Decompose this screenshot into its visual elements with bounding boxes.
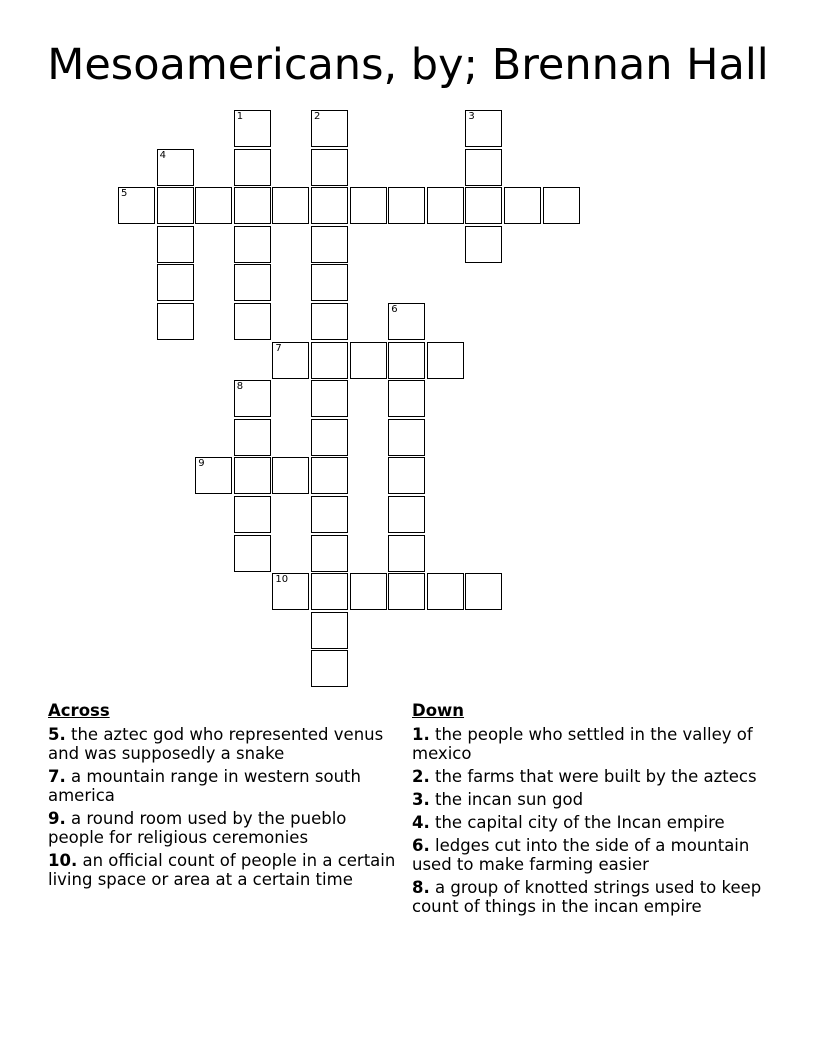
grid-cell[interactable] (543, 187, 580, 224)
grid-cell[interactable] (272, 573, 309, 610)
grid-cell[interactable] (388, 457, 425, 494)
down-clue-4: 4. the capital city of the Incan empire (412, 813, 725, 832)
down-clues (412, 701, 782, 920)
down-heading: Down (412, 701, 465, 720)
grid-cell[interactable] (234, 419, 271, 456)
down-clue-6: 6. ledges cut into the side of a mountain used to make farming easier (412, 836, 750, 874)
grid-cell[interactable] (388, 496, 425, 533)
cell-number: 2 (314, 111, 321, 122)
grid-cell[interactable] (311, 303, 348, 340)
down-clue-1: 1. the people who settled in the valley of mexico (412, 725, 753, 763)
grid-cell[interactable] (311, 110, 348, 147)
grid-cell[interactable] (465, 187, 502, 224)
grid-cell[interactable] (234, 110, 271, 147)
grid-cell[interactable] (388, 573, 425, 610)
grid-cell[interactable] (388, 535, 425, 572)
grid-cell[interactable] (272, 457, 309, 494)
grid-cell[interactable] (311, 457, 348, 494)
grid-cell[interactable] (388, 380, 425, 417)
grid-cell[interactable] (427, 342, 464, 379)
down-clue-2: 2. the farms that were built by the aztecs (412, 767, 757, 786)
grid-cell[interactable] (234, 264, 271, 301)
grid-cell[interactable] (234, 496, 271, 533)
grid-cell[interactable] (157, 226, 194, 263)
grid-cell[interactable] (388, 187, 425, 224)
down-clue-3: 3. the incan sun god (412, 790, 584, 809)
grid-cell[interactable] (157, 149, 194, 186)
grid-cell[interactable] (311, 419, 348, 456)
grid-cell[interactable] (311, 187, 348, 224)
puzzle-title: Mesoamericans, by; Brennan Hall (47, 40, 769, 90)
cell-number: 10 (275, 574, 289, 586)
grid-cell[interactable] (465, 226, 502, 263)
grid-cell[interactable] (195, 187, 232, 224)
grid-cell[interactable] (465, 110, 502, 147)
grid-cell[interactable] (157, 187, 194, 224)
grid-cell[interactable] (388, 419, 425, 456)
grid-cell[interactable] (195, 457, 232, 494)
grid-cell[interactable] (234, 380, 271, 417)
across-clue-10: 10. an official count of people in a certain living space or area at a certain time (48, 851, 396, 889)
cell-number: 4 (159, 149, 166, 161)
grid-cell[interactable] (465, 149, 502, 186)
grid-cell[interactable] (234, 535, 271, 572)
grid-cell[interactable] (234, 149, 271, 186)
grid-cell[interactable] (427, 187, 464, 224)
grid-cell[interactable] (311, 496, 348, 533)
grid-cell[interactable] (350, 342, 387, 379)
grid-cell[interactable] (272, 187, 309, 224)
down-clue-8: 8. a group of knotted strings used to keep count of things in the incan empire (412, 878, 762, 916)
grid-cell[interactable] (311, 380, 348, 417)
cell-number: 3 (468, 111, 475, 122)
cell-number: 8 (236, 381, 244, 393)
grid-cell[interactable] (272, 342, 309, 379)
cell-number: 1 (236, 111, 244, 122)
grid-cell[interactable] (504, 187, 541, 224)
cell-number: 7 (275, 342, 282, 354)
grid-cell[interactable] (118, 187, 155, 224)
grid-cell[interactable] (234, 187, 271, 224)
grid-cell[interactable] (311, 149, 348, 186)
cell-number: 6 (391, 304, 398, 315)
grid-cell[interactable] (350, 187, 387, 224)
grid-cell[interactable] (234, 457, 271, 494)
grid-cell[interactable] (311, 264, 348, 301)
cell-number: 5 (121, 188, 128, 200)
across-clue-7: 7. a mountain range in western south america (48, 767, 361, 805)
grid-cell[interactable] (388, 303, 425, 340)
across-clues (48, 701, 398, 893)
grid-cell[interactable] (388, 342, 425, 379)
grid-cell[interactable] (311, 342, 348, 379)
grid-cell[interactable] (234, 226, 271, 263)
grid-cell[interactable] (157, 264, 194, 301)
across-heading: Across (48, 701, 110, 720)
across-clue-9: 9. a round room used by the pueblo people for religious ceremonies (48, 809, 347, 847)
grid-cell[interactable] (311, 535, 348, 572)
grid-cell[interactable] (311, 612, 348, 649)
grid-cell[interactable] (311, 650, 348, 687)
grid-cell[interactable] (157, 303, 194, 340)
grid-cell[interactable] (427, 573, 464, 610)
across-clue-5: 5. the aztec god who represented venus and was supposedly a snake (48, 725, 384, 763)
grid-cell[interactable] (311, 573, 348, 610)
cell-number: 9 (198, 458, 205, 470)
grid-cell[interactable] (350, 573, 387, 610)
grid-cell[interactable] (311, 226, 348, 263)
grid-cell[interactable] (465, 573, 502, 610)
grid-cell[interactable] (234, 303, 271, 340)
